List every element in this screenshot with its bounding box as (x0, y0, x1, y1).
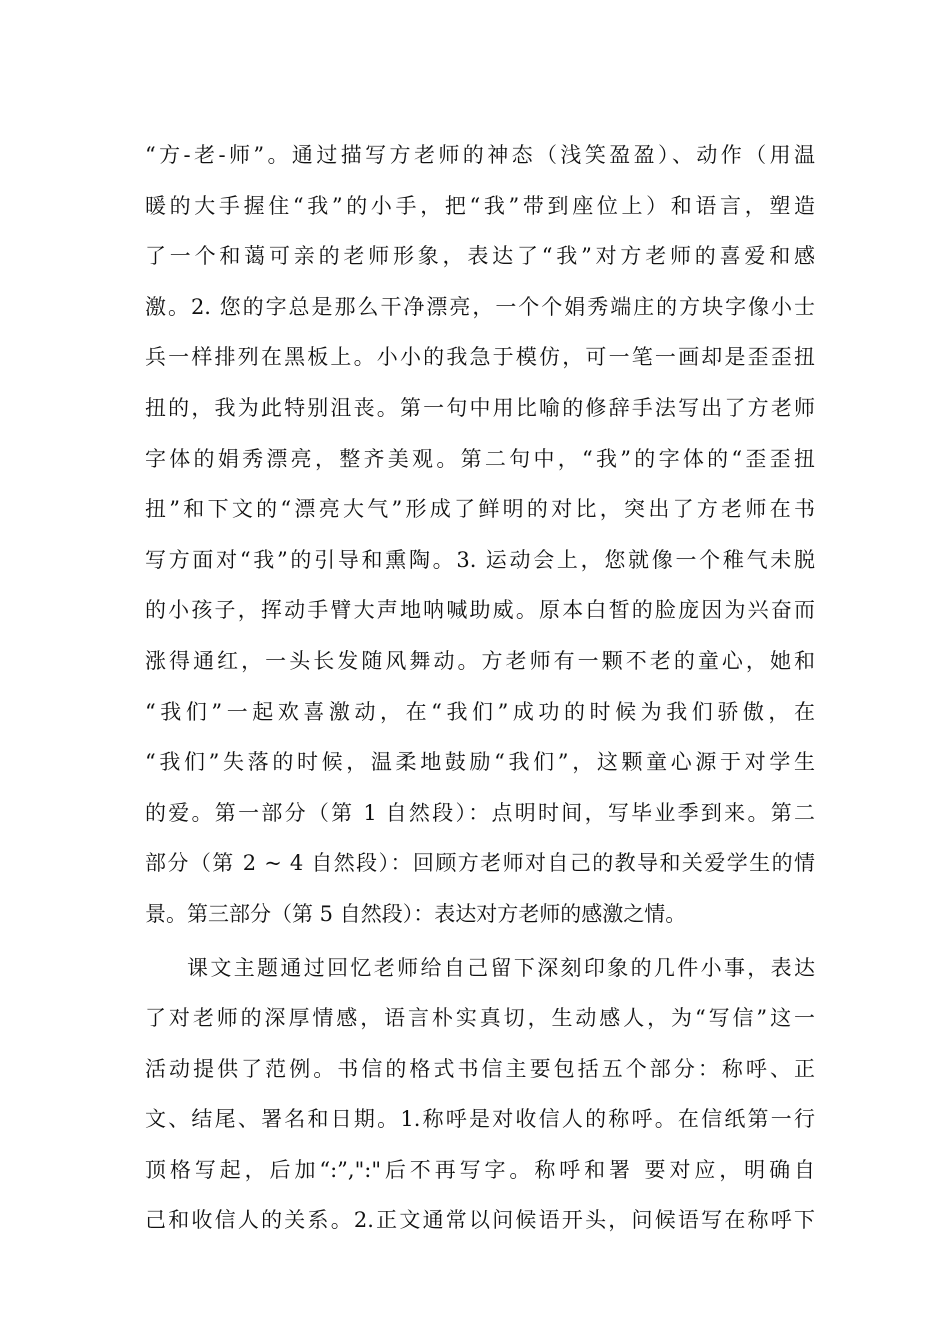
text-line: 字体的娟秀漂亮，整齐美观。第二句中，“我”的字体的“歪歪扭 (145, 446, 815, 471)
text-line: 的小孩子，挥动手臂大声地呐喊助威。原本白皙的脸庞因为兴奋而 (145, 598, 815, 623)
text-line: 的爱。第一部分（第 1 自然段）：点明时间，写毕业季到来。第二 (145, 800, 815, 825)
text-line: 扭”和下文的“漂亮大气”形成了鲜明的对比，突出了方老师在书 (145, 497, 815, 522)
text-line: 激。2. 您的字总是那么干净漂亮，一个个娟秀端庄的方块字像小士 (145, 294, 815, 319)
text-line: 顶格写起，后加“:”,":"后不再写字。称呼和署 要对应，明确自 (145, 1157, 815, 1182)
text-line: 文、结尾、署名和日期。1.称呼是对收信人的称呼。在信纸第一行 (145, 1107, 815, 1132)
text-line: “方-老-师”。通过描写方老师的神态（浅笑盈盈）、动作（用温 (145, 143, 815, 167)
text-line: “我们”一起欢喜激动，在“我们”成功的时候为我们骄傲，在 (145, 699, 815, 724)
text-line: 活动提供了范例。书信的格式书信主要包括五个部分：称呼、正 (145, 1056, 815, 1081)
text-line: 部分（第 2 ~ 4 自然段）：回顾方老师对自己的教导和关爱学生的情 (145, 851, 815, 876)
text-line: 景。第三部分（第 5 自然段）：表达对方老师的感激之情。 (145, 901, 687, 926)
paragraph-1 (145, 130, 815, 940)
text-line: “我们”失落的时候，温柔地鼓励“我们”，这颗童心源于对学生 (145, 750, 815, 775)
text-line: 涨得通红，一头长发随风舞动。方老师有一颗不老的童心，她和 (145, 648, 815, 673)
text-line: 了对老师的深厚情感，语言朴实真切，生动感人，为“写信”这一 (145, 1006, 815, 1031)
text-line: 课文主题通过回忆老师给自己留下深刻印象的几件小事，表达 (187, 955, 815, 980)
text-line: 写方面对“我”的引导和熏陶。3. 运动会上，您就像一个稚气未脱 (145, 547, 815, 572)
body-text (145, 130, 815, 1246)
paragraph-2 (145, 943, 815, 1247)
text-line: 暖的大手握住“我”的小手，把“我”带到座位上）和语言，塑造 (145, 193, 815, 218)
text-line: 了一个和蔼可亲的老师形象，表达了“我”对方老师的喜爱和感 (145, 244, 815, 269)
text-line: 己和收信人的关系。2.正文通常以问候语开头，问候语写在称呼下 (145, 1208, 815, 1233)
text-line: 兵一样排列在黑板上。小小的我急于模仿，可一笔一画却是歪歪扭 (145, 345, 815, 370)
text-line: 扭的，我为此特别沮丧。第一句中用比喻的修辞手法写出了方老师 (145, 395, 815, 420)
